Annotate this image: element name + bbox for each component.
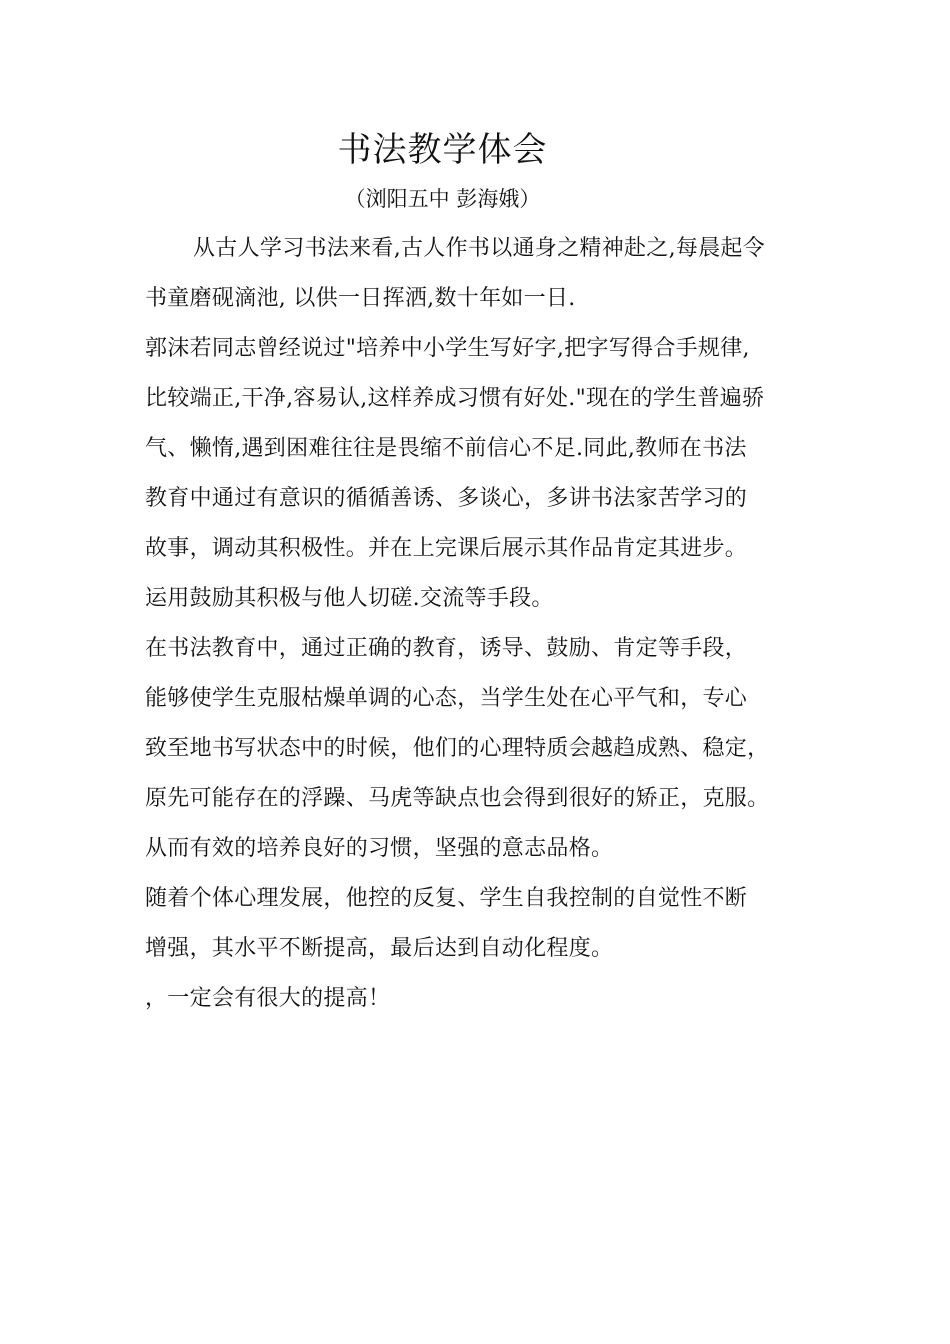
body-line: 能够使学生克服枯燥单调的心态，当学生处在心平气和，专心 bbox=[145, 686, 748, 711]
body-line: 原先可能存在的浮躁、马虎等缺点也会得到很好的矫正，克服。 bbox=[145, 786, 770, 811]
body-line: 从古人学习书法来看,古人作书以通身之精神赴之,每晨起令 bbox=[193, 236, 766, 261]
body-line: 运用鼓励其积极与他人切磋.交流等手段。 bbox=[145, 586, 554, 611]
body-line: 比较端正,干净,容易认,这样养成习惯有好处."现在的学生普遍骄 bbox=[145, 386, 765, 411]
body-line: 在书法教育中，通过正确的教育，诱导、鼓励、肯定等手段， bbox=[145, 636, 748, 661]
body-line: 随着个体心理发展，他控的反复、学生自我控制的自觉性不断 bbox=[145, 886, 748, 911]
body-line: ，一定会有很大的提高！ bbox=[145, 986, 391, 1011]
body-line: 郭沫若同志曾经说过"培养中小学生写好字,把字写得合手规律, bbox=[145, 336, 750, 361]
body-line: 故事，调动其积极性。并在上完课后展示其作品肯定其进步。 bbox=[145, 536, 748, 561]
document-subtitle: （浏阳五中 彭海娥） bbox=[344, 187, 541, 211]
body-line: 气、懒惰,遇到困难往往是畏缩不前信心不足.同此,教师在书法 bbox=[145, 436, 747, 461]
body-line: 从而有效的培养良好的习惯，坚强的意志品格。 bbox=[145, 836, 614, 861]
body-line: 致至地书写状态中的时候，他们的心理特质会越趋成熟、稳定， bbox=[145, 736, 770, 761]
document-title: 书法教学体会 bbox=[337, 130, 548, 170]
body-line: 增强，其水平不断提高，最后达到自动化程度。 bbox=[145, 936, 614, 961]
body-line: 书童磨砚滴池, 以供一日挥洒,数十年如一日. bbox=[145, 286, 576, 311]
body-line: 教育中通过有意识的循循善诱、多谈心，多讲书法家苦学习的 bbox=[145, 486, 748, 511]
